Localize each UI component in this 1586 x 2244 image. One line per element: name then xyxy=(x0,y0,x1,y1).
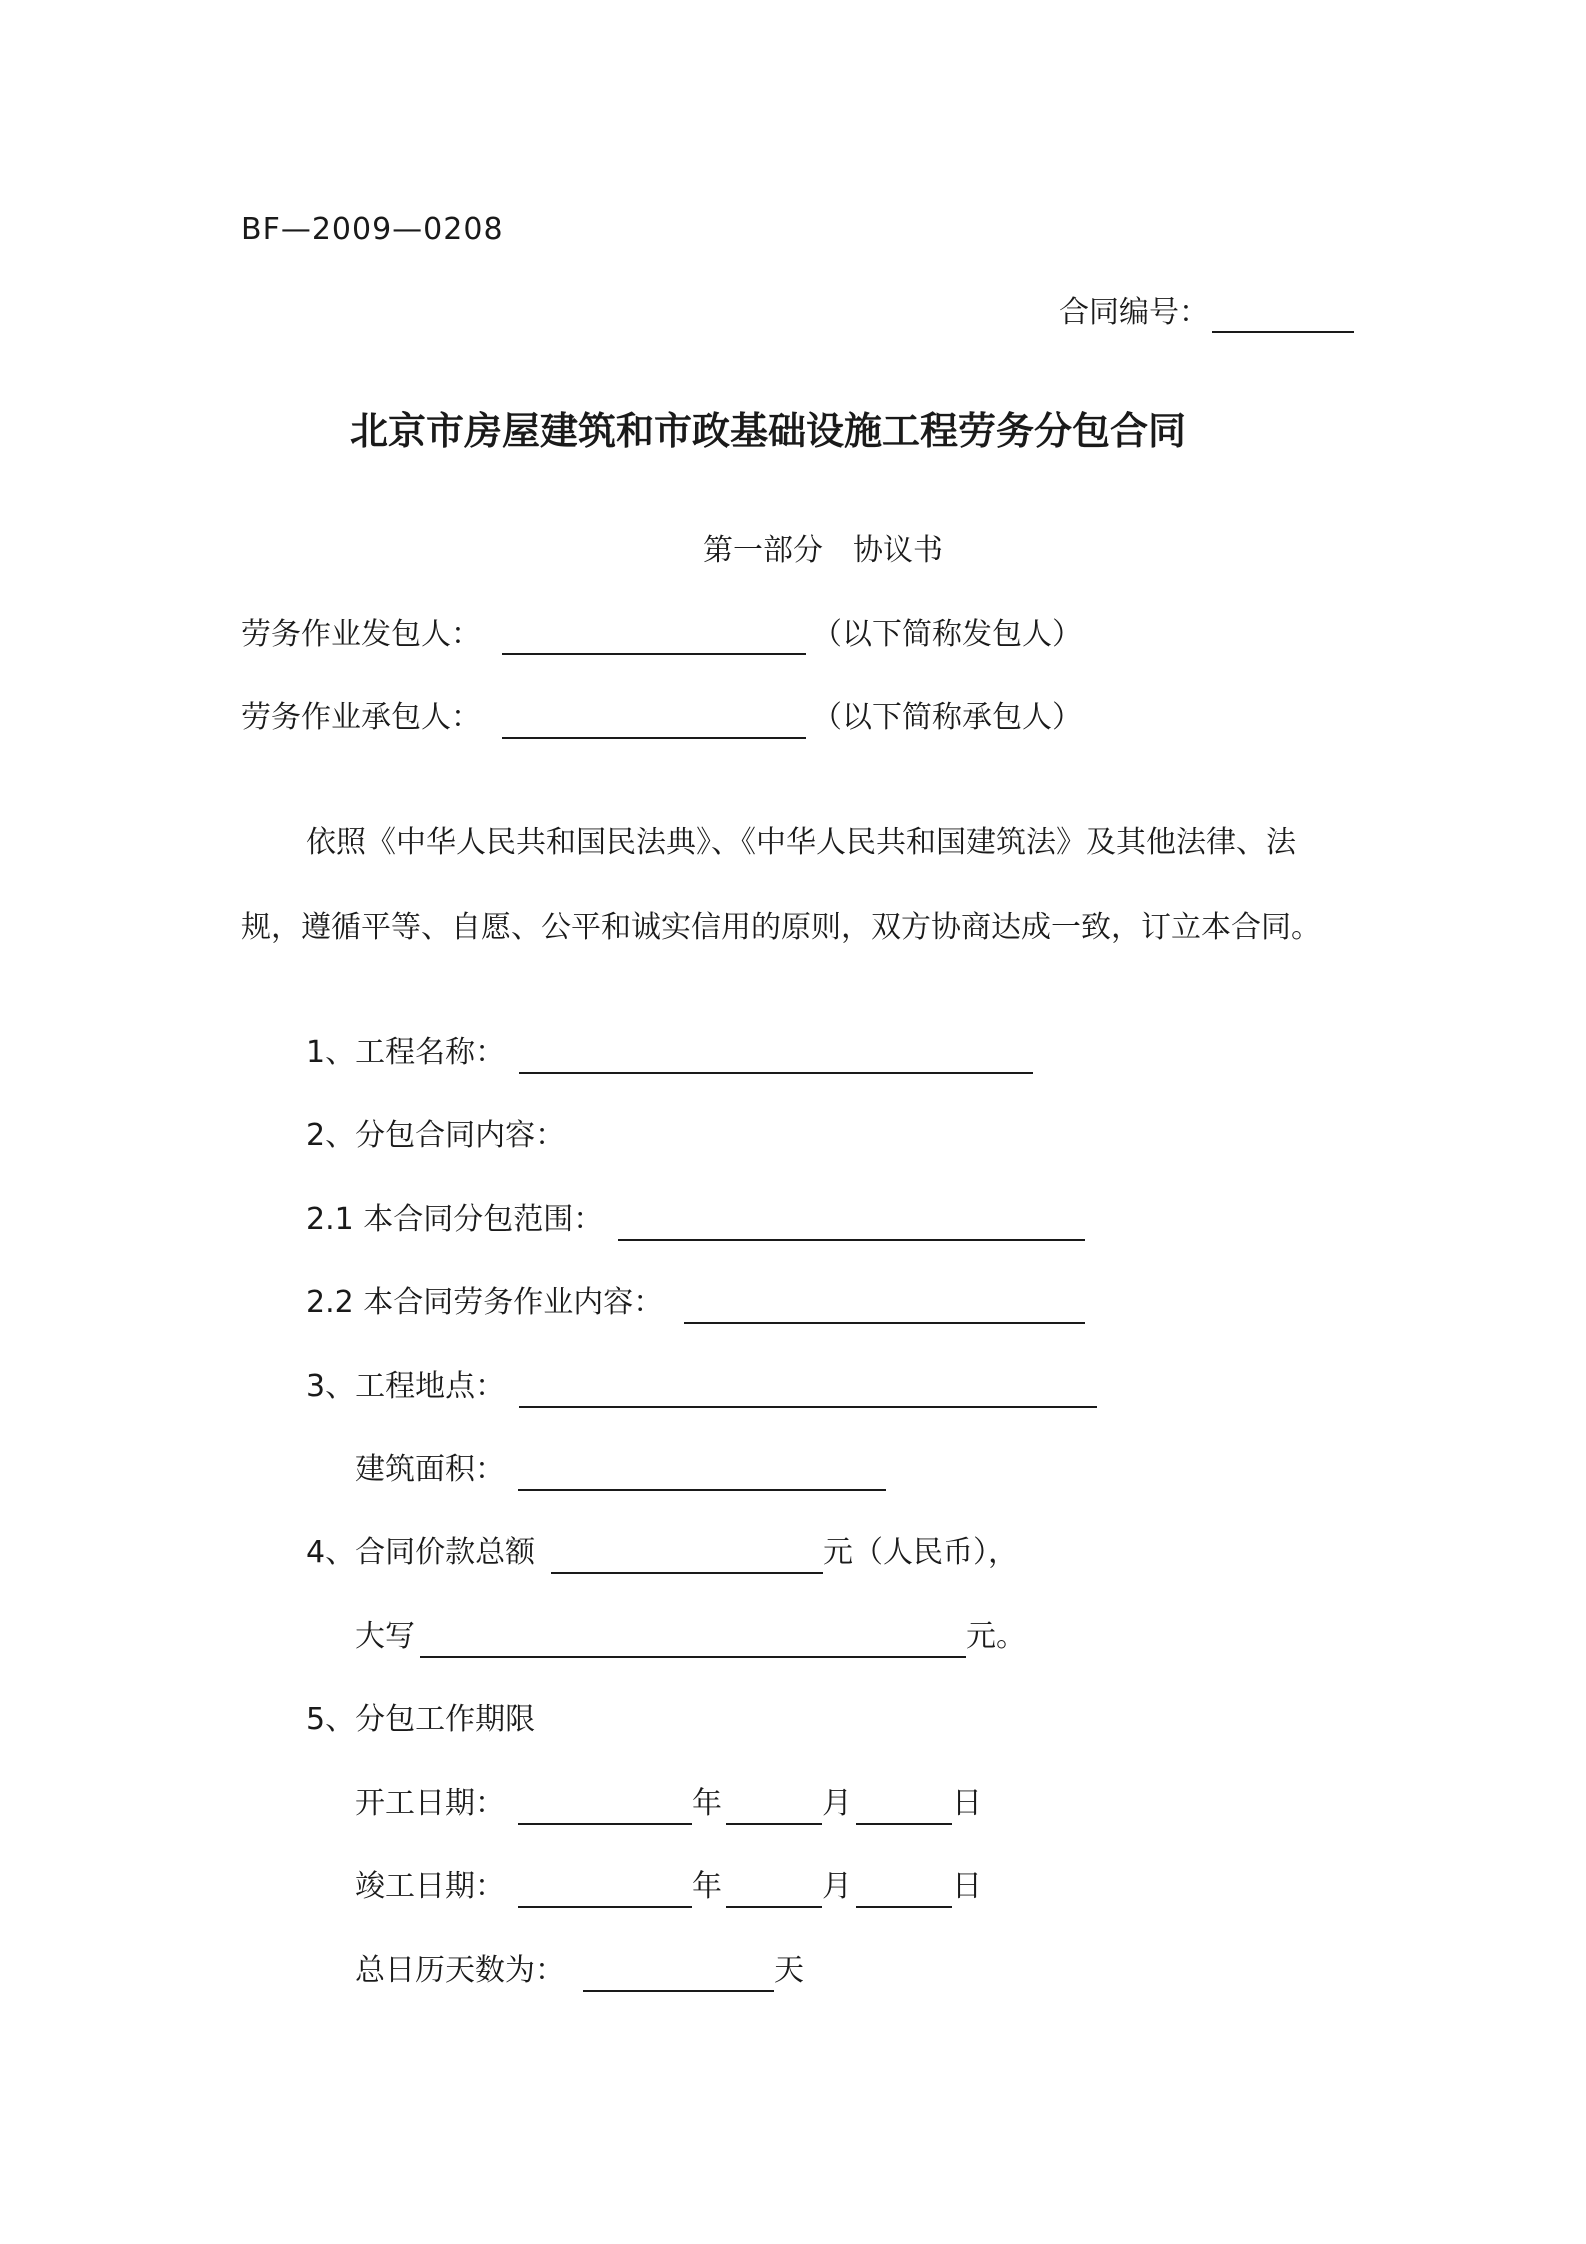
document-code: BF—2009—0208 xyxy=(241,212,504,247)
project-name-label: 1、工程名称： xyxy=(306,1035,506,1070)
finish-day-field[interactable] xyxy=(856,1906,952,1908)
finish-date-label: 竣工日期： xyxy=(355,1869,505,1904)
contract-price-field[interactable] xyxy=(551,1572,823,1574)
subcontract-scope-field[interactable] xyxy=(618,1239,1085,1241)
building-area-label: 建筑面积： xyxy=(355,1452,505,1487)
total-days-unit: 天 xyxy=(774,1953,804,1988)
finish-year-field[interactable] xyxy=(518,1906,692,1908)
employer-field[interactable] xyxy=(502,653,806,655)
amount-in-words-field[interactable] xyxy=(420,1656,966,1658)
start-year-field[interactable] xyxy=(518,1823,692,1825)
start-day-field[interactable] xyxy=(856,1823,952,1825)
labor-work-content-field[interactable] xyxy=(684,1322,1085,1324)
finish-day-unit: 日 xyxy=(952,1869,982,1904)
start-day-unit: 日 xyxy=(952,1786,982,1821)
subcontract-content-label: 2、分包合同内容： xyxy=(306,1118,566,1153)
project-location-field[interactable] xyxy=(519,1406,1097,1408)
employer-label: 劳务作业发包人： xyxy=(241,617,481,652)
start-month-field[interactable] xyxy=(726,1823,822,1825)
preamble-line-2: 规，遵循平等、自愿、公平和诚实信用的原则，双方协商达成一致，订立本合同。 xyxy=(241,910,1321,945)
employer-suffix: （以下简称发包人） xyxy=(812,617,1082,652)
contractor-label: 劳务作业承包人： xyxy=(241,700,481,735)
contractor-suffix: （以下简称承包人） xyxy=(812,700,1082,735)
contractor-field[interactable] xyxy=(502,737,806,739)
contract-number-field[interactable] xyxy=(1212,331,1354,333)
finish-year-unit: 年 xyxy=(692,1869,722,1904)
project-location-label: 3、工程地点： xyxy=(306,1369,506,1404)
total-days-field[interactable] xyxy=(583,1990,774,1992)
contract-price-label: 4、合同价款总额 xyxy=(306,1535,536,1570)
finish-month-field[interactable] xyxy=(726,1906,822,1908)
finish-month-unit: 月 xyxy=(822,1869,852,1904)
start-year-unit: 年 xyxy=(692,1786,722,1821)
section-heading: 第一部分 协议书 xyxy=(703,533,943,568)
contract-price-suffix: 元（人民币）， xyxy=(823,1535,1018,1570)
project-name-field[interactable] xyxy=(519,1072,1033,1074)
amount-in-words-label: 大写 xyxy=(355,1619,415,1654)
amount-in-words-suffix: 元。 xyxy=(966,1619,1026,1654)
start-month-unit: 月 xyxy=(822,1786,852,1821)
subcontract-scope-label: 2.1 本合同分包范围： xyxy=(306,1202,604,1237)
labor-work-content-label: 2.2 本合同劳务作业内容： xyxy=(306,1285,664,1320)
start-date-label: 开工日期： xyxy=(355,1786,505,1821)
work-period-label: 5、分包工作期限 xyxy=(306,1702,536,1737)
page-title: 北京市房屋建筑和市政基础设施工程劳务分包合同 xyxy=(350,409,1187,453)
total-days-label: 总日历天数为： xyxy=(355,1953,565,1988)
contract-number-label: 合同编号： xyxy=(1059,295,1209,330)
preamble-line-1: 依照《中华人民共和国民法典》、《中华人民共和国建筑法》及其他法律、法 xyxy=(306,825,1296,860)
building-area-field[interactable] xyxy=(518,1489,886,1491)
